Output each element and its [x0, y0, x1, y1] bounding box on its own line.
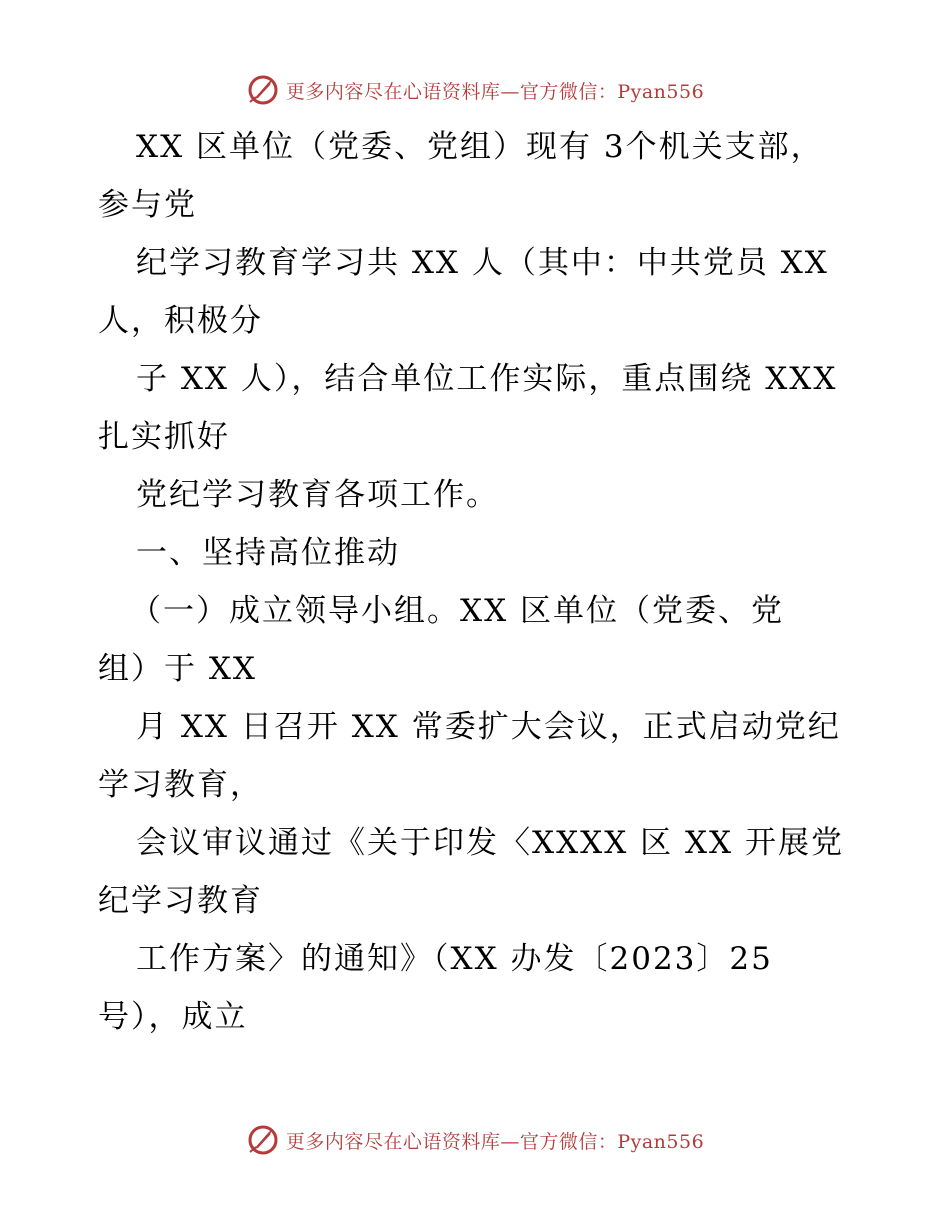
- quill-logo-icon: [246, 1123, 280, 1157]
- body-line: 人，积极分: [98, 303, 263, 339]
- body-line: XX 区单位（党委、党组）现有 3个机关支部，: [136, 129, 824, 165]
- header-brand: [246, 73, 704, 107]
- header-brand-text: 更多内容尽在心语资料库—官方微信：Pyan556: [285, 80, 705, 103]
- body-line: 号），成立: [98, 999, 248, 1035]
- body-line: 纪学习教育: [98, 883, 263, 919]
- body-line: 会议审议通过《关于印发〈XXXX 区 XX 开展党: [136, 825, 844, 861]
- body-line: 工作方案〉的通知》（XX 办发〔2023〕25: [136, 941, 773, 977]
- document-body: [98, 118, 858, 1046]
- body-line: 学习教育，: [98, 767, 263, 803]
- body-line: 纪学习教育学习共 XX 人（其中：中共党员 XX: [136, 245, 829, 281]
- body-line: 子 XX 人），结合单位工作实际，重点围绕 XXX: [136, 361, 838, 397]
- body-line: 一、坚持高位推动: [136, 535, 400, 571]
- body-line: 扎实抓好: [98, 419, 230, 455]
- quill-logo-icon: [246, 73, 280, 107]
- footer-brand: [246, 1123, 704, 1157]
- body-line: （一）成立领导小组。XX 区单位（党委、党: [130, 593, 784, 629]
- footer-brand-text: 更多内容尽在心语资料库—官方微信：Pyan556: [285, 1130, 705, 1153]
- page-header: [0, 70, 950, 110]
- page-footer: [0, 1120, 950, 1160]
- body-line: 参与党: [98, 187, 197, 223]
- body-line: 月 XX 日召开 XX 常委扩大会议，正式启动党纪: [136, 709, 841, 745]
- body-line: 组）于 XX: [98, 651, 257, 687]
- body-line: 党纪学习教育各项工作。: [136, 477, 499, 513]
